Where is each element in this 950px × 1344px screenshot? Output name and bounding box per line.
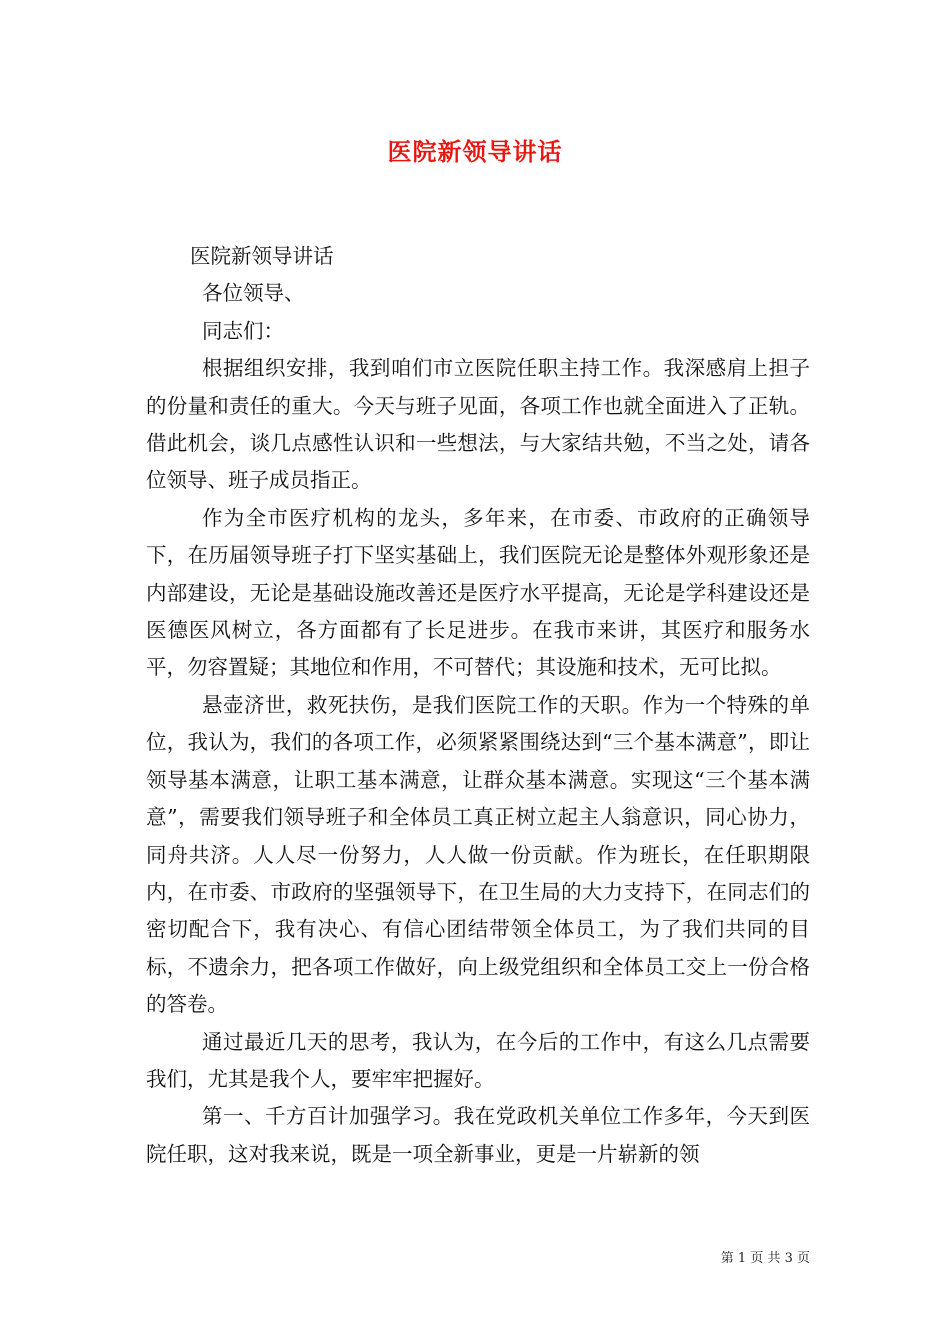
paragraph-hospital-achievements: 作为全市医疗机构的龙头，多年来，在市委、市政府的正确领导下，在历届领导班子打下坚实基础上，我们医院无论是整体外观形象还是内部建设，无论是基础设施改善还是医疗水平提高，无论是学科建设还是医德医风树立，各方面都有了长足进步。在我市来讲，其医疗和服务水平，勿容置疑；其地位和作用，不可替代；其设施和技术，无可比拟。 bbox=[146, 505, 810, 680]
paragraph-key-points-intro: 通过最近几天的思考，我认为，在今后的工作中，有这么几点需要我们，尤其是我个人，要牢牢把握好。 bbox=[146, 1029, 810, 1091]
document-body bbox=[146, 238, 810, 1173]
page-number: 第 1 页 共 3 页 bbox=[720, 1251, 810, 1266]
page-title: 医院新领导讲话 bbox=[387, 137, 563, 166]
paragraph-appointment: 根据组织安排，我到咱们市立医院任职主持工作。我深感肩上担子的份量和责任的重大。今天与班子见面，各项工作也就全面进入了正轨。借此机会，谈几点感性认识和一些想法，与大家结共勉，不当之处，请各位领导、班子成员指正。 bbox=[146, 356, 810, 493]
document-subtitle: 医院新领导讲话 bbox=[190, 244, 334, 268]
salutation-leaders: 各位领导、 bbox=[202, 281, 305, 306]
salutation-comrades: 同志们： bbox=[202, 318, 284, 343]
paragraph-three-satisfactions: 悬壶济世，救死扶伤，是我们医院工作的天职。作为一个特殊的单位，我认为，我们的各项工作，必须紧紧围绕达到“三个基本满意”，即让领导基本满意，让职工基本满意，让群众基本满意。实现这“三个基本满意”，需要我们领导班子和全体员工真正树立起主人翁意识，同心协力，同舟共济。人人尽一份努力，人人做一份贡献。作为班长，在任职期限内，在市委、市政府的坚强领导下，在卫生局的大力支持下，在同志们的密切配合下，我有决心、有信心团结带领全体员工，为了我们共同的目标，不遗余力，把各项工作做好，向上级党组织和全体员工交上一份合格的答卷。 bbox=[146, 692, 810, 1017]
paragraph-first-point: 第一、千方百计加强学习。我在党政机关单位工作多年，今天到医院任职，这对我来说，既是一项全新事业，更是一片崭新的领 bbox=[146, 1104, 810, 1166]
